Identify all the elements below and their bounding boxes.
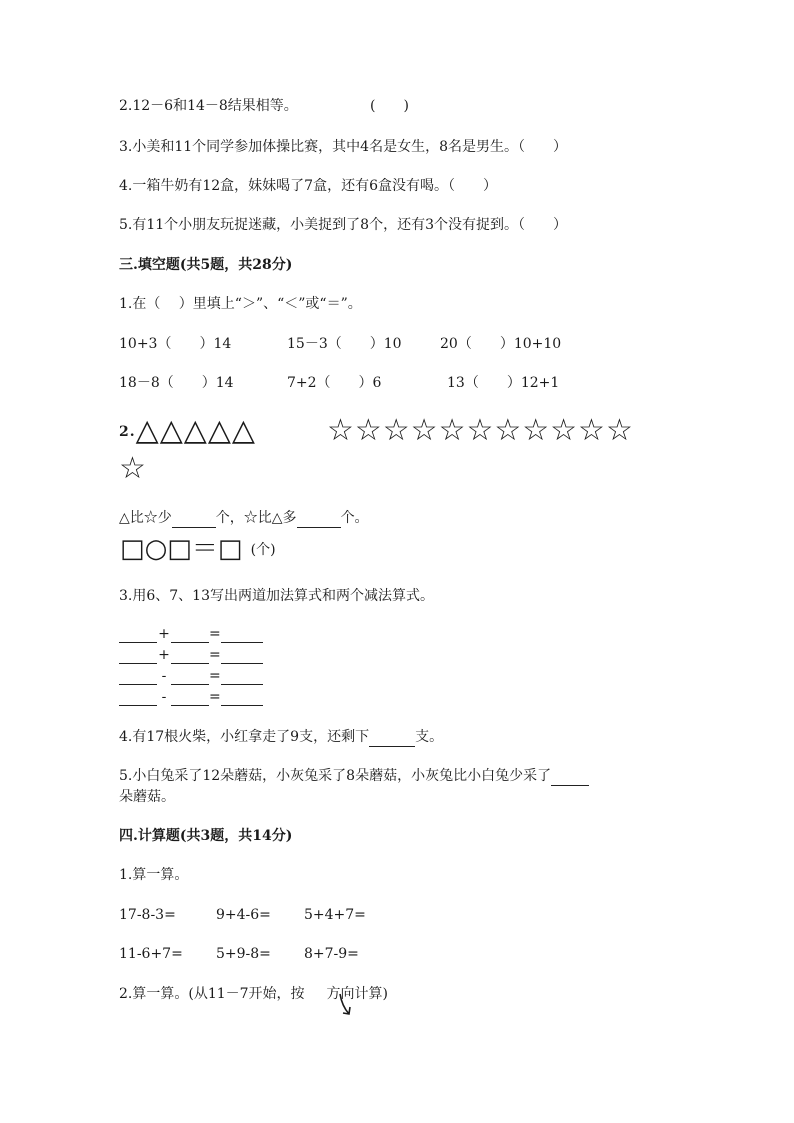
calc-r2c2: 5+9-8= xyxy=(216,946,271,962)
answer-blank[interactable] xyxy=(551,771,589,786)
box-expression xyxy=(120,534,276,565)
fill-q2-shapes xyxy=(119,414,256,449)
fill-r2c1: 18－8（ ）14 xyxy=(119,375,234,391)
equation-row xyxy=(119,646,263,664)
calc-r1c3: 5+4+7= xyxy=(304,907,366,923)
calc-q2-text-b: 方向计算) xyxy=(326,986,389,1002)
judge-q2 xyxy=(119,96,298,116)
fill-q4-text-b: 支。 xyxy=(415,729,444,745)
box-expression-icon: □○□＝□ xyxy=(120,534,243,564)
equals-sign: = xyxy=(209,668,221,684)
equation-row xyxy=(119,667,263,685)
fill-r1c2: 15－3（ ）10 xyxy=(287,336,402,352)
compare-text-b: 个，☆比△多 xyxy=(215,510,297,526)
answer-blank[interactable] xyxy=(221,671,263,685)
judge-q2-paren xyxy=(370,96,409,116)
answer-blank[interactable] xyxy=(171,692,209,706)
fill-q1: 1.在（ ）里填上“＞”、“＜”或“＝”。 xyxy=(119,296,362,312)
fill-q2-compare xyxy=(119,508,369,528)
stars-icon: ☆☆☆☆☆☆☆☆☆☆☆ xyxy=(327,413,634,448)
fill-q5-text-a: 5.小白兔采了12朵蘑菇，小灰兔采了8朵蘑菇，小灰兔比小白兔少采了 xyxy=(119,768,552,784)
answer-blank[interactable] xyxy=(221,650,263,664)
equals-sign: = xyxy=(209,647,221,663)
equals-sign: = xyxy=(209,689,221,705)
fill-q5 xyxy=(119,766,589,786)
answer-blank[interactable] xyxy=(221,629,263,643)
compare-text-a: △比☆少 xyxy=(119,510,172,526)
judge-q5: 5.有11个小朋友玩捉迷藏，小美捉到了8个，还有3个没有捉到。（ ） xyxy=(119,217,567,233)
calc-r2c1: 11-6+7= xyxy=(119,946,183,962)
triangles-icon: △△△△△ xyxy=(135,413,256,448)
answer-blank[interactable] xyxy=(119,692,157,706)
fill-r2c2: 7+2（ ）6 xyxy=(287,375,382,391)
answer-blank[interactable] xyxy=(172,513,216,528)
answer-blank[interactable] xyxy=(171,671,209,685)
fill-q3: 3.用6、7、13写出两道加法算式和两个减法算式。 xyxy=(119,588,434,604)
equals-sign: = xyxy=(209,626,221,642)
fill-q5-wrap: 朵蘑菇。 xyxy=(119,789,175,805)
calc-r1c2: 9+4-6= xyxy=(216,907,271,923)
answer-blank[interactable] xyxy=(171,650,209,664)
fill-r2c3: 13（ ）12+1 xyxy=(447,375,560,391)
minus-sign: - xyxy=(161,668,167,684)
unit-label: (个) xyxy=(250,542,276,558)
answer-blank[interactable] xyxy=(369,732,415,747)
fill-r1c3: 20（ ）10+10 xyxy=(440,336,562,352)
fill-r1c1: 10+3（ ）14 xyxy=(119,336,232,352)
answer-blank[interactable] xyxy=(297,513,341,528)
compare-text-c: 个。 xyxy=(340,510,369,526)
plus-sign: + xyxy=(158,626,170,642)
calc-r1c1: 17-8-3= xyxy=(119,907,176,923)
answer-blank[interactable] xyxy=(221,692,263,706)
calc-r2c3: 8+7-9= xyxy=(304,946,359,962)
fill-q4-text-a: 4.有17根火柴，小红拿走了9支，还剩下 xyxy=(119,729,370,745)
equation-row xyxy=(119,688,263,706)
section-calc-heading: 四.计算题(共3题，共14分) xyxy=(119,828,293,844)
star-wrap-icon: ☆ xyxy=(119,451,147,486)
fill-q2-number: 2. xyxy=(119,424,136,440)
judge-q4: 4.一箱牛奶有12盒，妹妹喝了7盒，还有6盒没有喝。（ ） xyxy=(119,178,497,194)
calc-q1: 1.算一算。 xyxy=(119,867,189,883)
answer-blank[interactable] xyxy=(171,629,209,643)
plus-sign: + xyxy=(158,647,170,663)
judge-q2-paren-text: ( ) xyxy=(370,98,409,114)
minus-sign: - xyxy=(161,689,167,705)
section-fill-heading: 三.填空题(共5题，共28分) xyxy=(119,257,293,273)
equation-row xyxy=(119,625,263,643)
fill-q4 xyxy=(119,727,443,747)
answer-blank[interactable] xyxy=(119,629,157,643)
judge-q3: 3.小美和11个同学参加体操比赛，其中4名是女生，8名是男生。（ ） xyxy=(119,139,567,155)
direction-arrow-icon xyxy=(337,992,355,1018)
judge-q2-text: 2.12－6和14－8结果相等。 xyxy=(119,98,298,114)
answer-blank[interactable] xyxy=(119,650,157,664)
calc-q2-text-a: 2.算一算。(从11－7开始，按 xyxy=(119,986,305,1002)
answer-blank[interactable] xyxy=(119,671,157,685)
